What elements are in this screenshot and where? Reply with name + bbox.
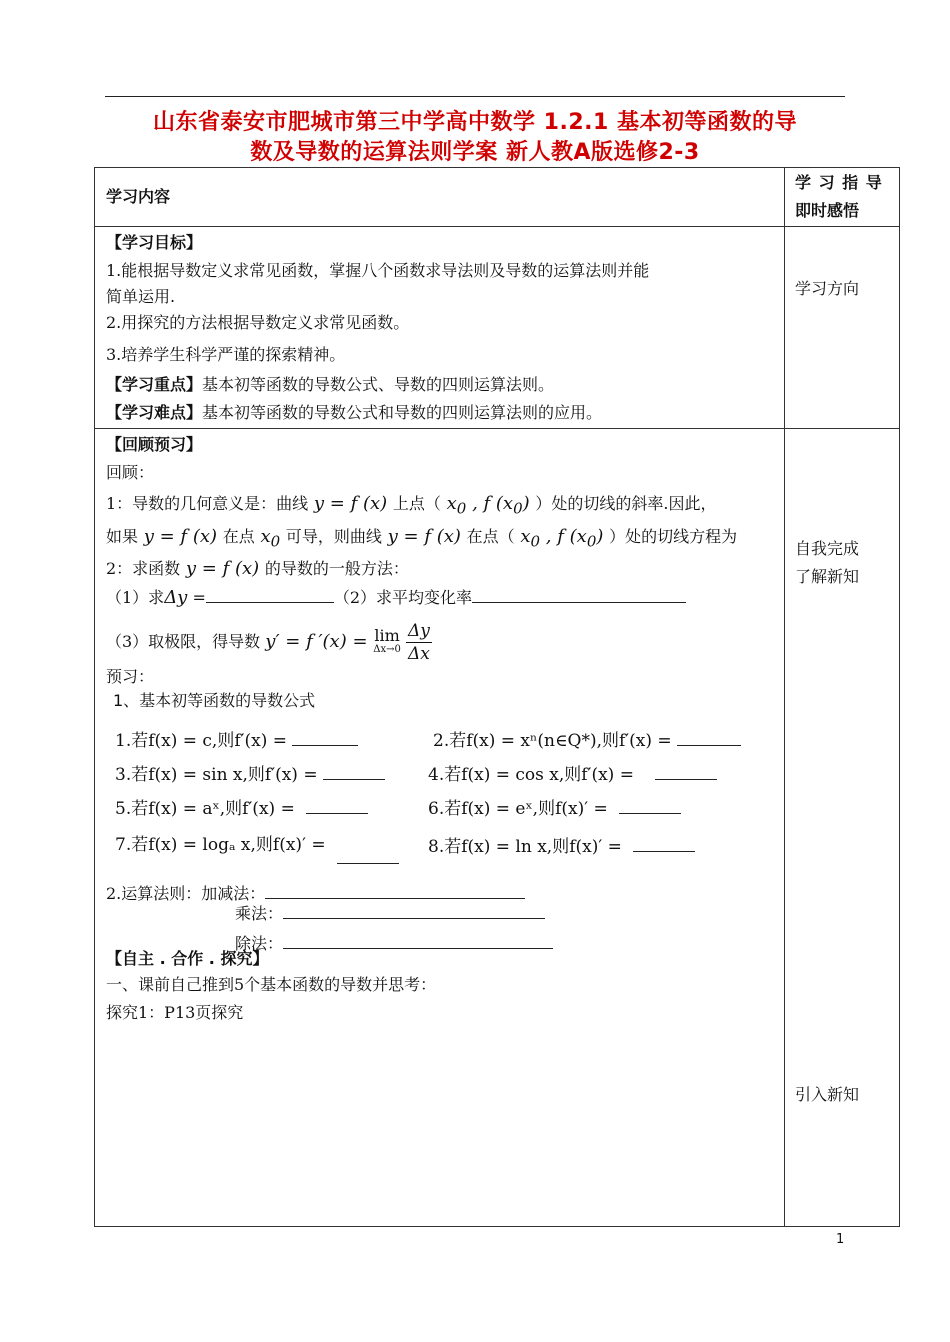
rule-divide-label: 除法： (235, 934, 284, 953)
step-1-text: （1）求 (106, 588, 165, 607)
q1-text-h: ）处的切线方程为 (609, 527, 738, 546)
formula-4-blank[interactable] (655, 763, 717, 780)
guide-self-complete: 自我完成 (795, 539, 860, 558)
explore-heading: 【自主 . 合作 . 探究】 (106, 949, 269, 968)
key-point (106, 374, 554, 396)
q2-text-a: 2：求函数 (106, 559, 181, 578)
page-number: 1 (836, 1232, 845, 1247)
question-1-line2 (106, 526, 737, 553)
guide-understand: 了解新知 (795, 567, 860, 586)
difficulty-text: 基本初等函数的导数公式和导数的四则运算法则的应用。 (202, 403, 603, 422)
step-2-text: （2）求平均变化率 (333, 588, 473, 607)
rule-add-label: 2.运算法则：加减法： (106, 884, 266, 903)
formula-1 (115, 726, 358, 751)
formula-6-blank[interactable] (619, 797, 681, 814)
step-1-blank[interactable] (206, 586, 334, 603)
row-divider-1 (95, 226, 899, 227)
formula-3 (115, 760, 385, 785)
formula-list-title: 1、基本初等函数的导数公式 (113, 691, 316, 710)
q1-text-c: ）处的切线的斜率.因此， (535, 494, 717, 513)
formula-6-text: 6.若f(x) = eˣ,则f(x)′ = (428, 799, 608, 819)
title-line-1: 山东省泰安市肥城市第三中学高中数学 1.2.1 基本初等函数的导 (153, 110, 797, 135)
rule-multiply-blank[interactable] (283, 902, 545, 919)
point-formula-2: $x_0$ , f $(x_0)$ (514, 526, 610, 551)
question-1-line1 (106, 493, 716, 520)
review-label: 回顾： (106, 463, 155, 482)
q1-text-f: 可导，则曲线 (285, 527, 382, 546)
step-3-text: （3）取极限，得导数 (106, 632, 261, 651)
guide-new-knowledge: 引入新知 (795, 1085, 860, 1104)
rule-divide-blank[interactable] (283, 932, 553, 949)
q1-text-b: 上点（ (392, 494, 441, 513)
rule-multiply-label: 乘法： (235, 904, 284, 923)
formula-3-text: 3.若f(x) = sin x,则f′(x) = (115, 765, 318, 785)
difference-quotient: $\frac{\Delta y}{\Delta x}$ (407, 621, 430, 664)
page-title (95, 108, 855, 168)
formula-2 (433, 726, 741, 751)
key-label: 【学习重点】 (106, 375, 203, 394)
formula-7 (115, 830, 399, 864)
key-text: 基本初等函数的导数公式、导数的四则运算法则。 (202, 375, 555, 394)
goal-2: 2.用探究的方法根据导数定义求常见函数。 (106, 313, 410, 332)
formula-4-text: 4.若f(x) = cos x,则f′(x) = (428, 765, 634, 785)
formula-6 (428, 794, 681, 819)
x0-symbol: $x_0$ (254, 526, 281, 551)
explore-line-2: 探究1：P13页探究 (106, 1003, 244, 1022)
step-3 (106, 616, 432, 668)
step-2-blank[interactable] (472, 586, 686, 603)
formula-1-blank[interactable] (292, 729, 358, 746)
formula-2-blank[interactable] (677, 729, 741, 746)
q1-text-e: 在点 (222, 527, 255, 546)
goals-heading: 【学习目标】 (106, 233, 203, 252)
steps-1-2: （1）求Δy = （2）求平均变化率 (106, 586, 686, 609)
review-heading: 【回顾预习】 (106, 435, 203, 454)
rule-add-blank[interactable] (265, 882, 525, 899)
formula-7-text: 7.若f(x) = logₐ x,则f(x)′ = (115, 835, 326, 855)
formula-7-blank[interactable] (337, 847, 399, 864)
curve-formula: y = f (x) (308, 493, 393, 514)
formula-4 (428, 760, 717, 785)
header-guide-2: 即时感悟 (795, 201, 860, 220)
formula-5-text: 5.若f(x) = aˣ,则f′(x) = (115, 799, 295, 819)
guide-direction: 学习方向 (795, 279, 860, 298)
top-rule (105, 96, 845, 97)
q1-text-a: 1：导数的几何意义是：曲线 (106, 494, 309, 513)
difficulty (106, 402, 602, 424)
rule-divide (235, 932, 553, 955)
preview-label: 预习： (106, 667, 155, 686)
curve-formula-2: y = f (x) (381, 526, 467, 547)
derivative-formula: y′ = f ′(x) = (265, 631, 374, 652)
formula-5-blank[interactable] (306, 797, 368, 814)
delta-y-symbol: Δy (164, 587, 188, 608)
formula-2-text: 2.若f(x) = xⁿ(n∈Q*),则f′(x) = (433, 731, 672, 751)
formula-8-text: 8.若f(x) = ln x,则f(x)′ = (428, 837, 622, 857)
explore-line-1: 一、课前自己推到5个基本函数的导数并思考： (106, 975, 437, 994)
q1-text-d: 如果 (106, 527, 139, 546)
q2-text-b: 的导数的一般方法： (264, 559, 409, 578)
goal-3: 3.培养学生科学严谨的探索精神。 (106, 345, 346, 364)
formula-8-blank[interactable] (633, 835, 695, 852)
question-2 (106, 558, 409, 580)
q2-formula: y = f (x) (180, 558, 265, 579)
formula-1-text: 1.若f(x) = c,则f′(x) = (115, 731, 287, 751)
difficulty-label: 【学习难点】 (106, 403, 203, 422)
header-content: 学习内容 (106, 187, 171, 206)
point-formula: $x_0$ , f $(x_0)$ (440, 493, 536, 518)
formula-3-blank[interactable] (323, 763, 385, 780)
formula-8 (428, 832, 695, 857)
row-divider-2 (95, 428, 899, 429)
goal-1a: 1.能根据导数定义求常见函数，掌握八个函数求导法则及导数的运算法则并能 (106, 261, 650, 280)
q1-text-g: 在点（ (466, 527, 515, 546)
function-formula: y = f (x) (138, 526, 223, 547)
header-guide-1: 学 习 指 导 (795, 173, 883, 192)
column-divider (784, 168, 785, 1226)
title-line-2: 数及导数的运算法则学案 新人教A版选修2-3 (250, 140, 700, 165)
rule-multiply (235, 902, 545, 925)
goal-1b: 简单运用. (106, 287, 176, 306)
formula-5 (115, 794, 368, 819)
lesson-table (94, 167, 900, 1227)
limit-symbol: lim Δx→0 (373, 625, 401, 655)
